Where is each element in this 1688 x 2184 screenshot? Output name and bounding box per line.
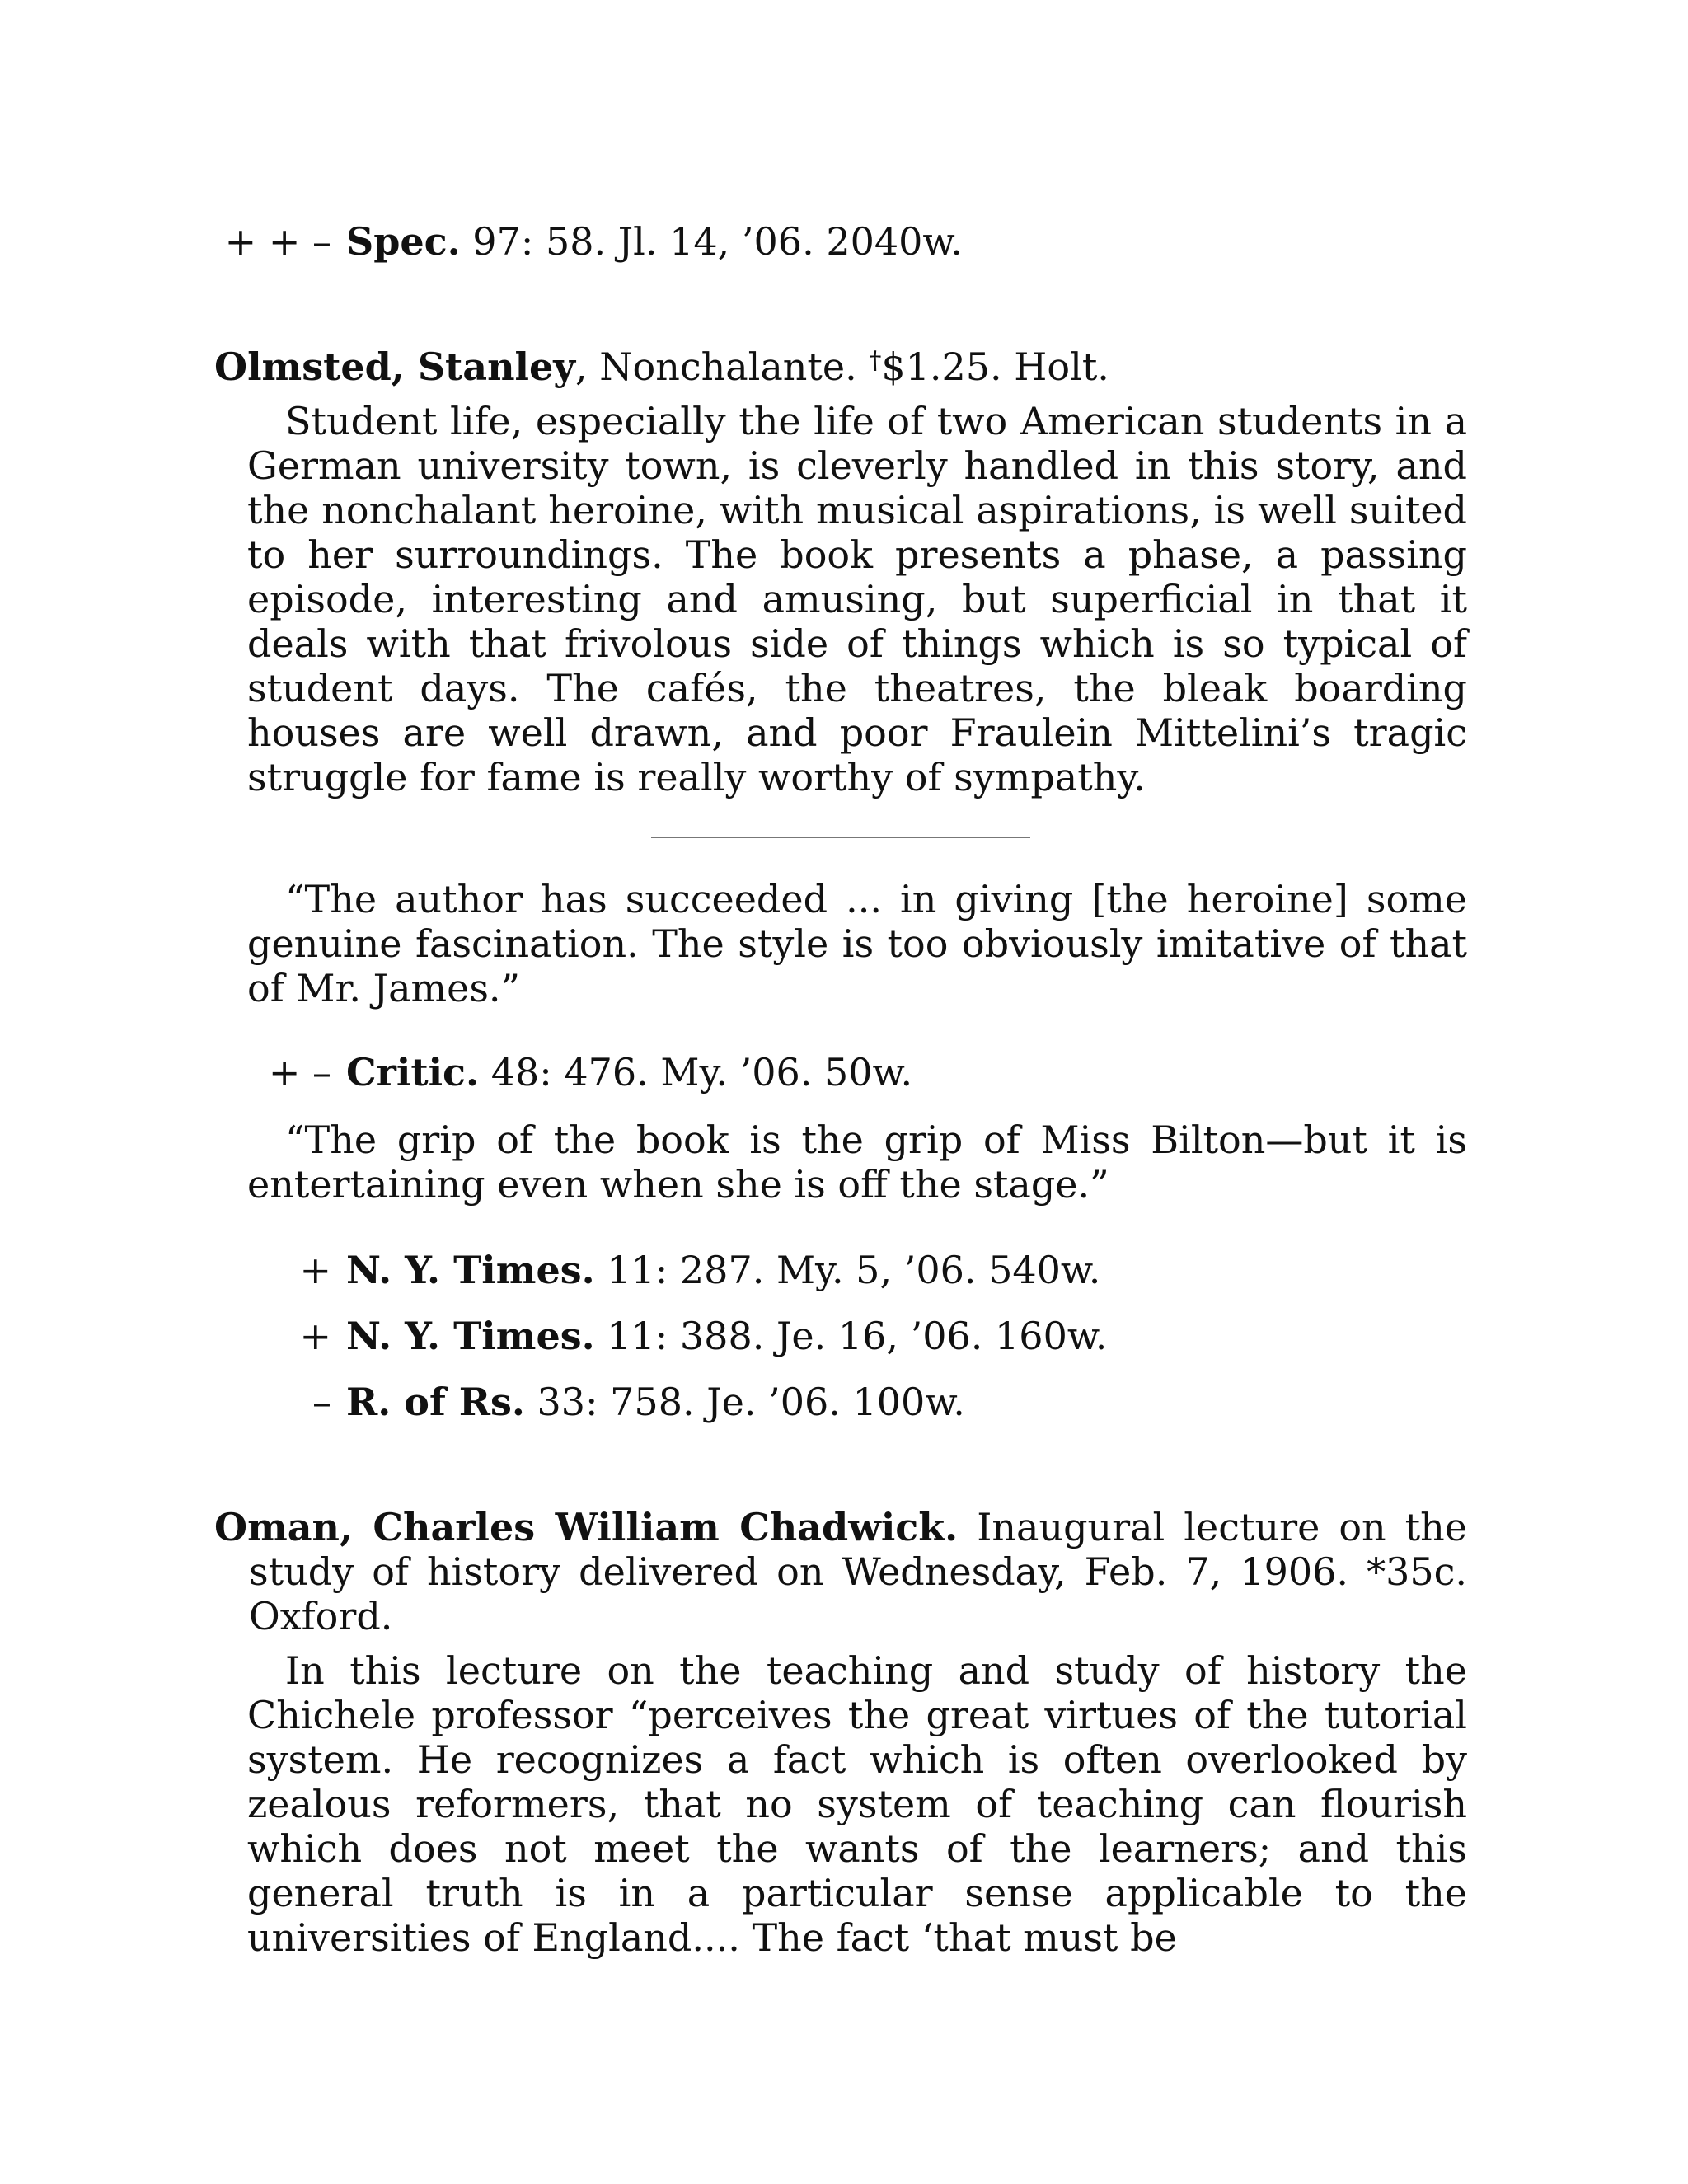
citation-source: Spec. bbox=[346, 219, 461, 264]
entry-author: Oman, Charles William Chadwick. bbox=[214, 1505, 959, 1549]
review-quote-nytimes: “The grip of the book is the grip of Miss Bilton—but it is entertaining even when she is off the stage.” bbox=[247, 1118, 1467, 1207]
citation-source: N. Y. Times. bbox=[346, 1314, 595, 1358]
citation-critic bbox=[0, 1050, 1484, 1094]
citation-source: Critic. bbox=[346, 1050, 480, 1094]
citation-ref: 33: 758. Je. ’06. 100w. bbox=[524, 1380, 965, 1424]
entry-title: Inaugural lecture on the study of history delivered on Wednesday, Feb. 7, 1906. *35c. Oxford. bbox=[249, 1505, 1467, 1638]
citation-marks: – bbox=[312, 1380, 331, 1424]
citation-ref: 11: 388. Je. 16, ’06. 160w. bbox=[594, 1314, 1108, 1358]
entry-summary-olmsted: Student life, especially the life of two American students in a German university town, is cleverly handled in this story, and the nonchalant heroine, with musical aspirations, is well suited to her surroundings. The book presents a phase, a passing episode, interesting and amusing, but superficial in that it deals with that frivolous side of things which is so typical of student days. The cafés, the theatres, the bleak boarding houses are well drawn, and poor Fraulein Mittelini’s tragic struggle for fame is really worthy of sympathy. bbox=[247, 399, 1467, 799]
citation-spec bbox=[0, 219, 1484, 264]
citation-ref: 97: 58. Jl. 14, ’06. 2040w. bbox=[460, 219, 963, 264]
entry-title: , Nonchalante. bbox=[575, 344, 870, 389]
citation-ref: 48: 476. My. ’06. 50w. bbox=[479, 1050, 913, 1094]
citation-ref: 11: 287. My. 5, ’06. 540w. bbox=[594, 1248, 1101, 1292]
entry-price-publisher: $1.25. Holt. bbox=[881, 344, 1109, 389]
citation-nytimes-2 bbox=[0, 1314, 1484, 1358]
section-divider bbox=[651, 837, 1030, 838]
entry-heading-oman bbox=[214, 1505, 1467, 1638]
dagger-mark: † bbox=[869, 346, 882, 375]
citation-marks: + + – bbox=[224, 219, 331, 264]
citation-marks: + bbox=[299, 1248, 331, 1292]
entry-author: Olmsted, Stanley bbox=[214, 344, 576, 389]
review-quote-critic: “The author has succeeded ... in giving [the heroine] some genuine fascination. The style is too obviously imitative of that of Mr. James.” bbox=[247, 877, 1467, 1010]
entry-heading-olmsted bbox=[214, 344, 1467, 389]
citation-source: N. Y. Times. bbox=[346, 1248, 595, 1292]
citation-nytimes-1 bbox=[0, 1248, 1484, 1292]
citation-source: R. of Rs. bbox=[346, 1380, 525, 1424]
citation-marks: + – bbox=[268, 1050, 331, 1094]
entry-summary-oman: In this lecture on the teaching and study of history the Chichele professor “perceives the great virtues of the tutorial system. He recognizes a fact which is often overlooked by zealous reformers, that no system of teaching can flourish which does not meet the wants of the learners; and this general truth is in a particular sense applicable to the universities of England.... The fact ‘that must be bbox=[247, 1648, 1467, 1960]
citation-marks: + bbox=[299, 1314, 331, 1358]
citation-rofrs bbox=[0, 1380, 1484, 1424]
